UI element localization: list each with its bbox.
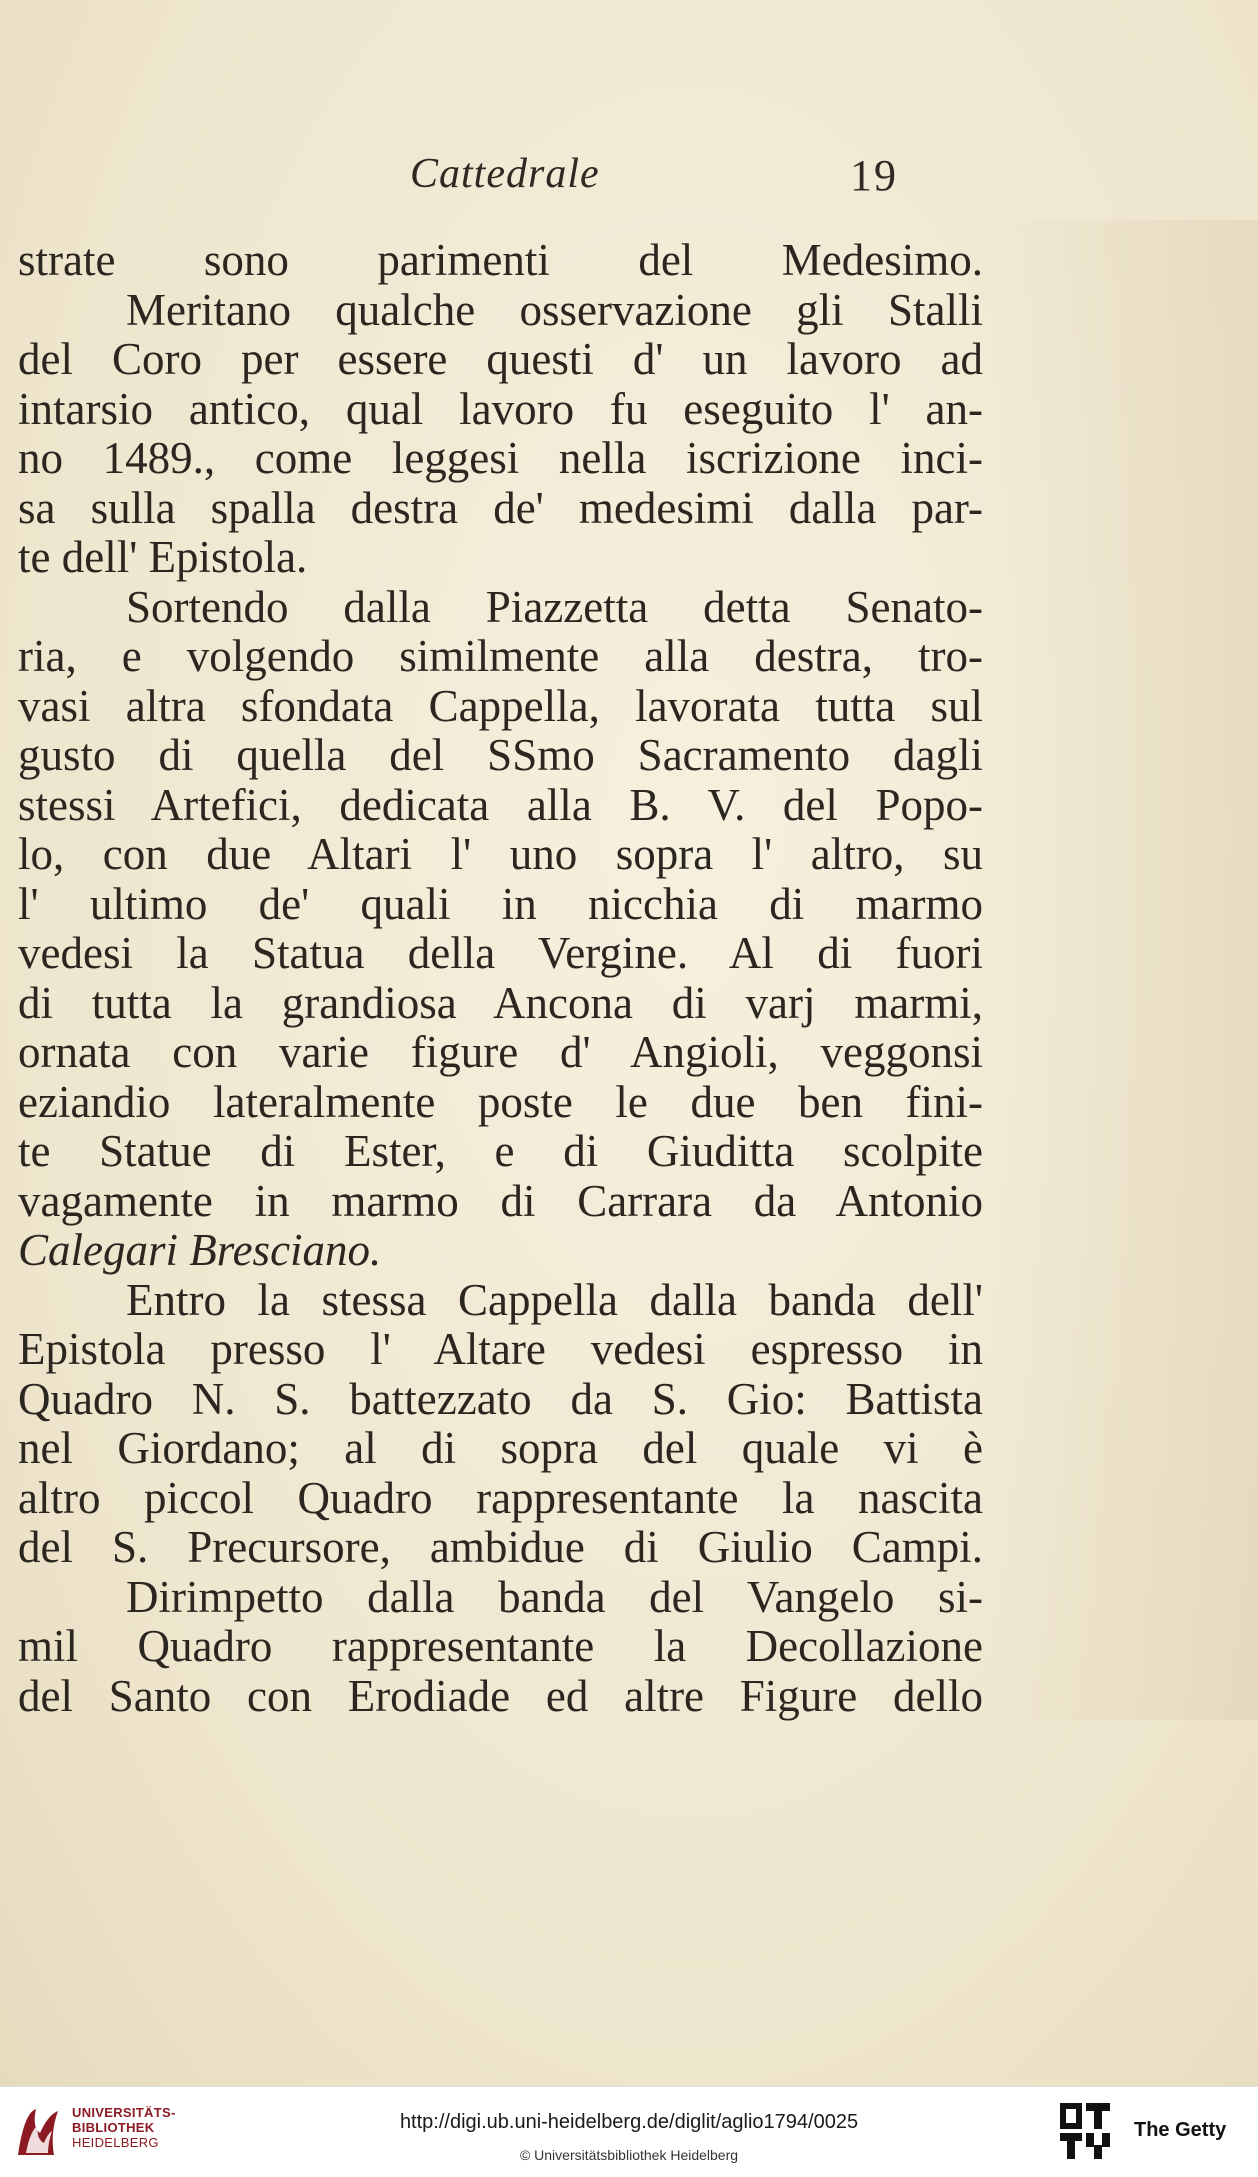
text-line: nel Giordano; al di sopra del quale vi è bbox=[18, 1423, 983, 1473]
running-title: Cattedrale bbox=[410, 151, 600, 197]
text-line: ornata con varie figure d' Angioli, veggonsi bbox=[18, 1027, 983, 1077]
page-bleed-through bbox=[988, 220, 1258, 1720]
text-line: l' ultimo de' quali in nicchia di marmo bbox=[18, 878, 983, 929]
text-line: lo, con due Altari l' uno sopra l' altro, su bbox=[18, 829, 983, 879]
text-line: eziandio lateralmente poste le due ben fini- bbox=[18, 1076, 983, 1127]
text-body bbox=[18, 236, 983, 1721]
text-line: ria, e volgendo similmente alla destra, tro- bbox=[18, 631, 983, 681]
text-line: altro piccol Quadro rappresentante la nascita bbox=[18, 1472, 983, 1523]
text-line: del Coro per essere questi d' un lavoro ad bbox=[18, 334, 983, 384]
text-line: vedesi la Statua della Vergine. Al di fuori bbox=[18, 928, 983, 978]
text-line: intarsio antico, qual lavoro fu eseguito l' an- bbox=[18, 383, 983, 434]
text-line: del S. Precursore, ambidue di Giulio Campi. bbox=[18, 1522, 983, 1572]
partner-name: The Getty bbox=[1134, 2119, 1227, 2141]
text-line: mil Quadro rappresentante la Decollazione bbox=[18, 1621, 983, 1671]
text-line: vasi altra sfondata Cappella, lavorata tutta sul bbox=[18, 680, 983, 731]
viewer-footer bbox=[0, 2086, 1258, 2177]
running-head bbox=[0, 150, 1258, 206]
text-line: no 1489., come leggesi nella iscrizione inci- bbox=[18, 433, 983, 483]
text-line: sa sulla spalla destra de' medesimi dalla par- bbox=[18, 482, 983, 533]
text-line: vagamente in marmo di Carrara da Antonio bbox=[18, 1175, 983, 1226]
page-number: 19 bbox=[850, 151, 898, 200]
text-line: te dell' Epistola. bbox=[18, 532, 308, 582]
text-line: stessi Artefici, dedicata alla B. V. del Popo- bbox=[18, 779, 983, 830]
text-line: del Santo con Erodiade ed altre Figure dello bbox=[18, 1670, 983, 1721]
text-line: Dirimpetto dalla banda del Vangelo si- bbox=[126, 1571, 983, 1622]
text-line: di tutta la grandiosa Ancona di varj marmi, bbox=[18, 977, 983, 1028]
library-name-line: HEIDELBERG bbox=[72, 2135, 159, 2150]
library-name-line: BIBLIOTHEK bbox=[72, 2120, 155, 2135]
text-line: gusto di quella del SSmo Sacramento dagli bbox=[18, 730, 983, 780]
text-line: strate sono parimenti del Medesimo. bbox=[18, 235, 983, 285]
text-line: te Statue di Ester, e di Giuditta scolpite bbox=[18, 1126, 983, 1176]
library-name-line: UNIVERSITÄTS- bbox=[72, 2105, 176, 2120]
text-line: Sortendo dalla Piazzetta detta Senato- bbox=[126, 581, 983, 632]
copyright-notice: © Universitätsbibliothek Heidelberg bbox=[519, 2147, 739, 2163]
text-line: Entro la stessa Cappella dalla banda dell' bbox=[126, 1274, 983, 1325]
text-line: Quadro N. S. battezzato da S. Gio: Battista bbox=[18, 1373, 983, 1424]
text-line: Epistola presso l' Altare vedesi espresso in bbox=[18, 1324, 983, 1374]
text-line: Meritano qualche osservazione gli Stalli bbox=[126, 284, 983, 335]
permalink-url[interactable]: http://digi.ub.uni-heidelberg.de/diglit/aglio1794/0025 bbox=[399, 2111, 859, 2133]
getty-logo-icon bbox=[1058, 2101, 1112, 2161]
text-line: Calegari Bresciano. bbox=[18, 1225, 382, 1275]
